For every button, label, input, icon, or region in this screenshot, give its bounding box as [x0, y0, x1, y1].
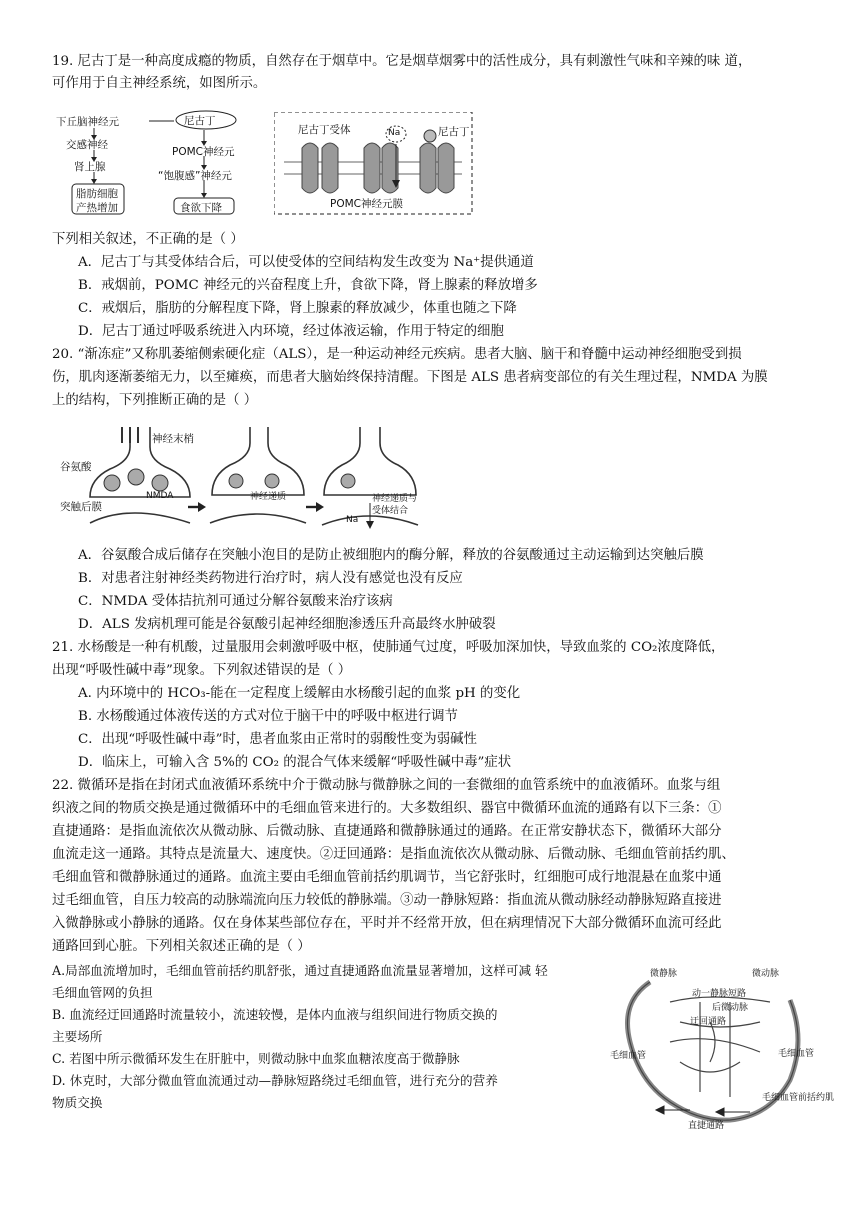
q20-option-b: B．对患者注射神经类药物进行治疗时，病人没有感觉也没有反应 [78, 571, 463, 586]
q20-option-d: D．ALS 发病机理可能是谷氨酸引起神经细胞渗透压升高最终水肿破裂 [78, 617, 496, 632]
q19-option-b: B．戒烟前，POMC 神经元的兴奋程度上升，食欲下降，肾上腺素的释放增多 [78, 278, 538, 293]
label-receptor: 尼古丁受体 [298, 124, 351, 136]
q19-option-c: C．戒烟后，脂肪的分解程度下降，肾上腺素的释放减少，体重也随之下降 [78, 301, 517, 316]
q21-stem-line1: 21. 水杨酸是一种有机酸，过量服用会刺激呼吸中枢，使肺通气过度，呼吸加深加快，导致血浆的 CO₂浓度降低， [52, 640, 725, 655]
q21-option-d: D．临床上，可输入含 5%的 CO₂ 的混合气体来缓解“呼吸性碱中毒”症状 [78, 755, 512, 770]
q22-option-b-line1: B. 血流经迂回通路时流量较小，流速较慢，是体内血液与组织间进行物质交换的 [52, 1007, 498, 1022]
q22-microcirculation-figure [610, 962, 840, 1132]
q21-option-b: B. 水杨酸通过体液传送的方式对位于脑干中的呼吸中枢进行调节 [78, 709, 458, 724]
q20-stem-line1: 20. “渐冻症”又称肌萎缩侧索硬化症（ALS），是一种运动神经元疾病。患者大脑、脑干和脊髓中运动神经细胞受到损 [52, 347, 742, 362]
q21-stem-line2: 出现“呼吸性碱中毒”现象。下列叙述错误的是（ ） [52, 663, 352, 678]
label-na: Na [388, 128, 401, 138]
label-hypothalamus: 下丘脑神经元 [56, 116, 119, 128]
label-sympathetic: 交感神经 [66, 139, 108, 151]
label-appetite-down: 食欲下降 [180, 202, 222, 214]
label-nmda: NMDA [146, 491, 174, 501]
q20-stem-line3: 上的结构，下列推断正确的是（ ） [52, 393, 258, 408]
q20-option-a: A．谷氨酸合成后储存在突触小泡目的是防止被细胞内的酶分解，释放的谷氨酸通过主动运输到达突触后膜 [78, 548, 704, 563]
label-pomc: POMC神经元 [172, 146, 235, 158]
q22-stem-line6: 过毛细血管，自压力较高的动脉端流向压力较低的静脉端。③动一静脉短路：指血流从微动脉经动静脉短路直接进 [52, 893, 722, 908]
q22-stem-line7: 入微静脉或小静脉的通路。仅在身体某些部位存在，平时并不经常开放，但在病理情况下大部分微循环血流可经此 [52, 916, 722, 931]
label-postsynaptic: 突触后膜 [60, 501, 102, 513]
q22-option-b-line2: 主要场所 [52, 1029, 103, 1044]
q19-stem-line1: 19. 尼古丁是一种高度成瘾的物质，自然存在于烟草中。它是烟草烟雾中的活性成分，具有刺激性气味和辛辣的味 道， [52, 54, 752, 69]
label-fat-cell-2: 产热增加 [76, 202, 118, 214]
q22-option-d-line2: 物质交换 [52, 1095, 103, 1110]
label-av-shunt: 动一静脉短路 [692, 989, 747, 999]
q22-option-a-line2: 毛细血管网的负担 [52, 985, 153, 1000]
label-arteriole: 微动脉 [752, 969, 780, 979]
q19-membrane-figure [274, 112, 474, 216]
q22-stem-line4: 血流走这一通路。其特点是流量大、速度快。②迂回通路：是指血流依次从微动脉、后微动脉、毛细血管前括约肌、 [52, 847, 735, 862]
label-thoroughfare: 直捷通路 [688, 1121, 725, 1131]
label-membrane: POMC神经元膜 [330, 198, 403, 210]
label-nicotine-box: 尼古丁 [184, 115, 216, 127]
q22-stem-line8: 通路回到心脏。下列相关叙述正确的是（ ） [52, 939, 311, 954]
label-transmitter: 神经递质 [250, 492, 287, 502]
q22-option-d-line1: D. 休克时，大部分微血管血流通过动—静脉短路绕过毛细血管，进行充分的营养 [52, 1073, 498, 1088]
label-bind-1: 神经递质与 [372, 494, 418, 504]
q22-stem-line3: 直捷通路：是指血流依次从微动脉、后微动脉、直捷通路和微静脉通过的通路。在正常安静状态下，微循环大部分 [52, 824, 722, 839]
q20-option-c: C．NMDA 受体拮抗剂可通过分解谷氨酸来治疗该病 [78, 594, 393, 609]
q19-stem-line2: 可作用于自主神经系统，如图所示。 [52, 76, 267, 91]
label-nerve-terminal: 神经末梢 [152, 433, 194, 445]
q22-stem-line2: 织液之间的物质交换是通过微循环中的毛细血管来进行的。大多数组织、器官中微循环血流的通路有以下三条：① [52, 801, 722, 816]
label-na-2: Na [346, 515, 359, 525]
q20-synapse-drawing [60, 425, 460, 535]
label-metarteriole: 后微动脉 [712, 1003, 749, 1013]
label-circuitous: 迂回通路 [690, 1017, 727, 1027]
q21-option-c: C．出现“呼吸性碱中毒”时，患者血浆由正常时的弱酸性变为弱碱性 [78, 732, 477, 747]
q22-stem-line1: 22. 微循环是指在封闭式血液循环系统中介于微动脉与微静脉之间的一套微细的血管系统中的血液循环。血浆与组 [52, 778, 721, 793]
label-satiety: “饱腹感”神经元 [158, 170, 232, 182]
label-capillary-left: 毛细血管 [610, 1051, 647, 1061]
q20-stem-line2: 伤，肌肉逐渐萎缩无力，以至瘫痪，而患者大脑始终保持清醒。下图是 ALS 患者病变部位的有关生理过程，NMDA 为膜 [52, 370, 768, 385]
q21-option-a: A. 内环境中的 HCO₃-能在一定程度上缓解由水杨酸引起的血浆 pH 的变化 [78, 686, 521, 701]
label-sphincter: 毛细血管前括约肌 [762, 1093, 835, 1103]
q19-option-d: D．尼古丁通过呼吸系统进入内环境，经过体液运输，作用于特定的细胞 [78, 324, 504, 339]
label-bind-2: 受体结合 [372, 506, 409, 516]
label-fat-cell-1: 脂肪细胞 [76, 188, 118, 200]
label-adrenal: 肾上腺 [74, 161, 106, 173]
label-venule: 微静脉 [650, 969, 678, 979]
q22-option-a-line1: A.局部血流增加时，毛细血管前括约肌舒张，通过直捷通路血流量显著增加，这样可减 轻 [52, 963, 548, 978]
q22-option-c: C. 若图中所示微循环发生在肝脏中，则微动脉中血浆血糖浓度高于微静脉 [52, 1051, 460, 1066]
q19-question: 下列相关叙述，不正确的是（ ） [52, 232, 244, 247]
label-nicotine: 尼古丁 [438, 126, 470, 138]
label-glutamate: 谷氨酸 [60, 461, 92, 473]
q20-figure [60, 425, 460, 535]
q19-option-a: A．尼古丁与其受体结合后，可以使受体的空间结构发生改变为 Na⁺提供通道 [78, 255, 534, 270]
q22-stem-line5: 毛细血管和微静脉通过的通路。血流主要由毛细血管前括约肌调节，当它舒张时，红细胞可成行地混悬在血浆中通 [52, 870, 722, 885]
label-capillary-right: 毛细血管 [778, 1049, 815, 1059]
